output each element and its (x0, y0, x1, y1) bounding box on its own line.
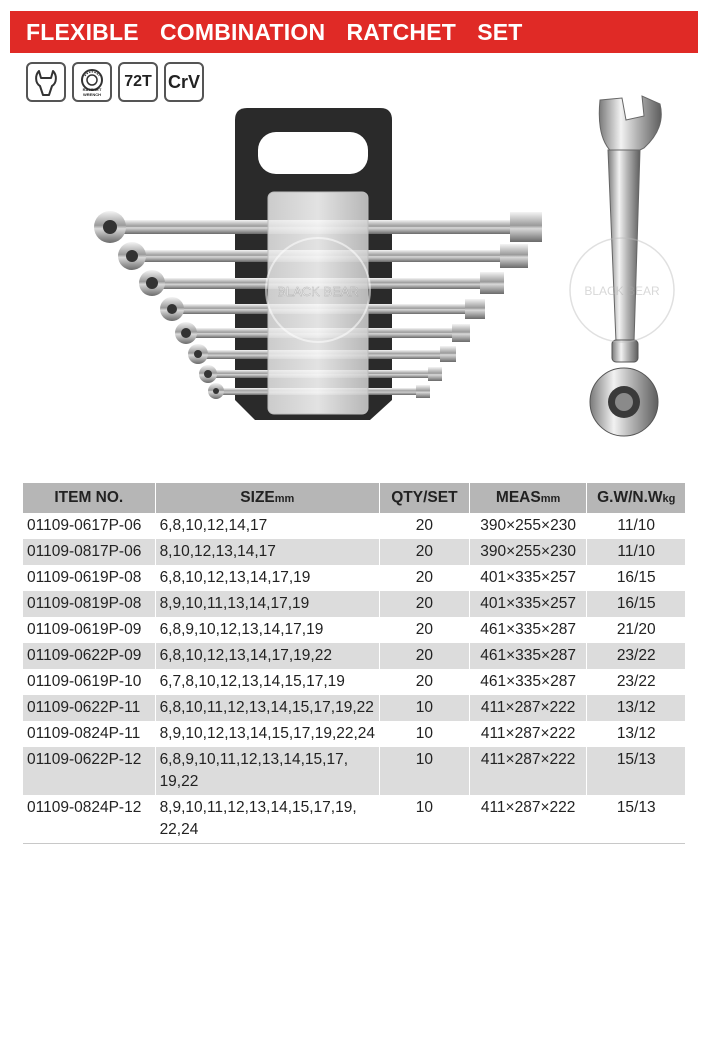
header-item: ITEM NO. (23, 483, 155, 513)
cell-meas: 411×287×222 (469, 721, 587, 747)
watermark-text-single: BLACK BEAR (584, 284, 660, 298)
cell-size: 8,9,10,11,13,14,17,19 (155, 591, 379, 617)
rack-handle-hole (258, 132, 368, 174)
table-row (23, 669, 685, 695)
cell-meas: 411×287×222 (469, 747, 587, 795)
cell-qty: 20 (380, 591, 470, 617)
teeth-label: 72T (124, 73, 152, 90)
cell-qty: 20 (380, 565, 470, 591)
header-qty: QTY/SET (380, 483, 470, 513)
cell-qty: 10 (380, 795, 470, 844)
wrench-hinge (612, 340, 638, 362)
table-row (23, 617, 685, 643)
cell-qty: 20 (380, 539, 470, 565)
cell-meas: 390×255×230 (469, 539, 587, 565)
cell-qty: 20 (380, 643, 470, 669)
cell-size: 6,8,10,12,13,14,17,19 (155, 565, 379, 591)
table-row (23, 539, 685, 565)
teeth-badge (118, 62, 158, 102)
cell-weight: 13/12 (616, 725, 656, 742)
cell-item-no: 01109-0619P-09 (23, 617, 155, 643)
cell-size: 6,8,10,12,14,17 (155, 513, 379, 539)
table-row (23, 721, 685, 747)
cell-qty: 10 (380, 695, 470, 721)
cell-item-no: 01109-0817P-06 (23, 539, 155, 565)
cell-meas: 390×255×230 (469, 513, 587, 539)
header-meas: MEASmm (469, 483, 587, 513)
cell-weight: 23/22 (587, 643, 685, 669)
cell-item-no: 01109-0622P-09 (23, 643, 155, 669)
cell-meas: 401×335×257 (469, 591, 587, 617)
cell-weight: 16/15 (616, 569, 656, 586)
cell-weight: 15/13 (587, 747, 685, 795)
cell-item-no: 01109-0617P-06 (23, 513, 155, 539)
table-row (23, 565, 685, 591)
feature-badges (26, 62, 204, 102)
cell-weight: 16/15 (587, 591, 685, 617)
cell-size: 6,7,8,10,12,13,14,15,17,19 (155, 669, 379, 695)
cell-size: 6,8,10,11,12,13,14,15,17,19,22 (155, 695, 379, 721)
wrench-set-image (80, 100, 550, 435)
wrench-shank (608, 150, 640, 342)
watermark-text: BLACK BEAR (277, 284, 359, 299)
clear-clip (268, 192, 368, 414)
cell-meas: 461×335×287 (469, 617, 587, 643)
cell-qty: 10 (380, 721, 470, 747)
cell-weight: 11/10 (587, 539, 685, 565)
cell-meas: 411×287×222 (469, 695, 587, 721)
spec-table-body (23, 513, 685, 844)
header-size: SIZEmm (155, 483, 379, 513)
page-title (10, 11, 698, 53)
table-row (23, 795, 685, 844)
open-end-wrench-icon (31, 67, 61, 97)
cell-weight: 15/13 (587, 795, 685, 844)
cell-meas: 461×335×287 (469, 669, 587, 695)
spec-table (23, 483, 685, 844)
cell-item-no: 01109-0824P-12 (23, 795, 155, 844)
table-row (23, 695, 685, 721)
single-wrench-image (560, 90, 690, 450)
cell-weight: 11/10 (617, 517, 656, 534)
cell-item-no: 01109-0622P-11 (23, 695, 155, 721)
cell-item-no: 01109-0619P-08 (23, 565, 155, 591)
cell-weight: 21/20 (616, 621, 656, 638)
cell-size: 8,9,10,12,13,14,15,17,19,22,24 (155, 721, 379, 747)
cell-weight: 13/12 (587, 695, 685, 721)
cell-meas: 411×287×222 (469, 795, 587, 844)
cell-item-no: 01109-0824P-11 (23, 721, 155, 747)
cell-item-no: 01109-0622P-12 (23, 747, 155, 795)
cell-size: 8,10,12,13,14,17 (155, 539, 379, 565)
table-header-row (23, 483, 685, 513)
table-row (23, 591, 685, 617)
ratchet-wrench-badge (72, 62, 112, 102)
cell-qty: 10 (380, 747, 470, 795)
cell-item-no: 01109-0619P-10 (23, 669, 155, 695)
cell-qty: 20 (380, 669, 470, 695)
table-row (23, 643, 685, 669)
header-weight: G.W/N.Wkg (587, 483, 685, 513)
cell-meas: 461×335×287 (469, 643, 587, 669)
cell-qty: 20 (380, 617, 470, 643)
material-badge (164, 62, 204, 102)
open-end-head (599, 96, 661, 154)
ratchet-caption: RATCHET WRENCH (82, 87, 102, 97)
cell-size: 6,8,9,10,12,13,14,17,19 (155, 617, 379, 643)
cell-size: 6,8,10,12,13,14,17,19,22 (155, 643, 379, 669)
cell-item-no: 01109-0819P-08 (23, 591, 155, 617)
cell-qty: 20 (380, 513, 470, 539)
material-label: CrV (167, 71, 200, 92)
table-row (23, 747, 685, 795)
open-end-wrench-badge (26, 62, 66, 102)
page-title-text: FLEXIBLE COMBINATION RATCHET SET (26, 18, 523, 45)
cell-meas: 401×335×257 (469, 565, 587, 591)
cell-size: 6,8,9,10,11,12,13,14,15,17, 19,22 (155, 747, 379, 795)
cell-weight: 23/22 (616, 673, 656, 690)
cell-size: 8,9,10,11,12,13,14,15,17,19, 22,24 (155, 795, 379, 844)
table-row (23, 513, 685, 539)
